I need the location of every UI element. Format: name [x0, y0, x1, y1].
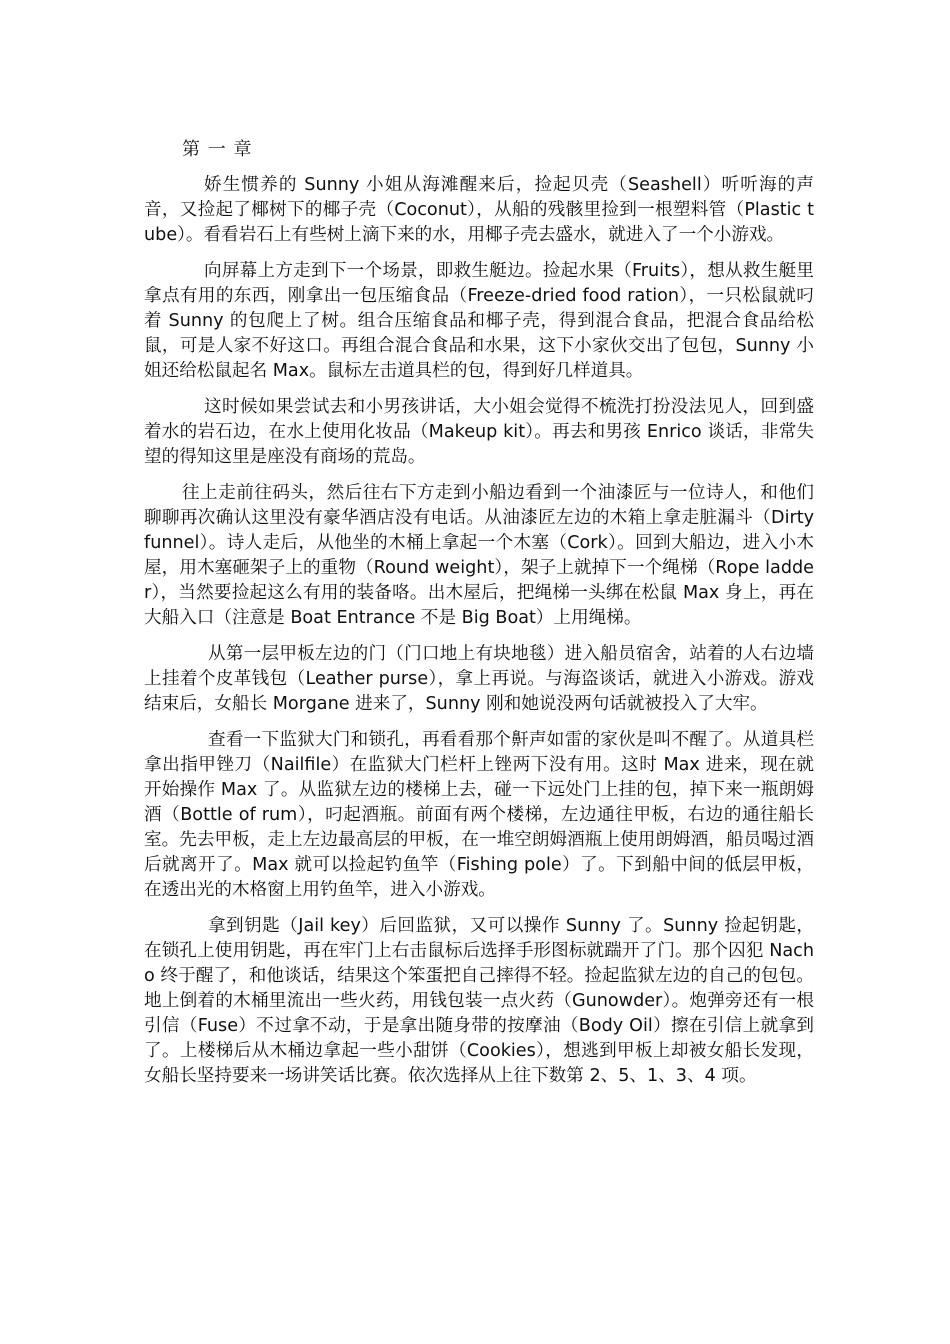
paragraph-1: 娇生惯养的 Sunny 小姐从海滩醒来后，捡起贝壳（Seashell）听听海的声音，又捡起了椰树下的椰子壳（Coconut），从船的残骸里捡到一根塑料管（Plastic tube）。看看岩石上有些树上滴下来的水，用椰子壳去盛水，就进入了一个小游戏。: [144, 175, 814, 245]
paragraph-5: 从第一层甲板左边的门（门口地上有块地毯）进入船员宿舍，站着的人右边墙上挂着个皮革钱包（Leather purse），拿上再说。与海盗谈话，就进入小游戏。游戏结束后，女船长 Morgane 进来了，Sunny 刚和她说没两句话就被投入了大牢。: [144, 644, 814, 714]
chapter-title: 第 一 章: [182, 139, 253, 160]
paragraph-4: 往上走前往码头，然后往右下方走到小船边看到一个油漆匠与一位诗人，和他们聊聊再次确认这里没有豪华酒店没有电话。从油漆匠左边的木箱上拿走脏漏斗（Dirty funnel）。诗人走后，从他坐的木桶上拿起一个木塞（Cork）。回到大船边，进入小木屋，用木塞砸架子上的重物（Round weight），架子上就掉下一个绳梯（Rope ladder），当然要捡起这么有用的装备咯。出木屋后，把绳梯一头绑在松鼠 Max 身上，再在大船入口（注意是 Boat Entrance 不是 Big Boat）上用绳梯。: [144, 483, 814, 628]
paragraph-2: 向屏幕上方走到下一个场景，即救生艇边。捡起水果（Fruits），想从救生艇里拿点有用的东西，刚拿出一包压缩食品（Freeze-dried food ration），一只松鼠就叼着 Sunny 的包爬上了树。组合压缩食品和椰子壳，得到混合食品，把混合食品给松鼠，可是人家不好这口。再组合混合食品和水果，这下小家伙交出了包包，Sunny 小姐还给松鼠起名 Max。鼠标左击道具栏的包，得到好几样道具。: [144, 261, 814, 381]
paragraph-7: 拿到钥匙（Jail key）后回监狱，又可以操作 Sunny 了。Sunny 捡起钥匙，在锁孔上使用钥匙，再在牢门上右击鼠标后选择手形图标就踹开了门。那个囚犯 Nacho 终于醒了，和他谈话，结果这个笨蛋把自己摔得不轻。捡起监狱左边的自己的包包。地上倒着的木桶里流出一些火药，用钱包装一点火药（Gunowder）。炮弹旁还有一根引信（Fuse）不过拿不动，于是拿出随身带的按摩油（Body Oil）擦在引信上就拿到了。上楼梯后从木桶边拿起一些小甜饼（Cookies），想逃到甲板上却被女船长发现，女船长坚持要来一场讲笑话比赛。依次选择从上往下数第 2、5、1、3、4 项。: [144, 916, 814, 1086]
paragraph-3: 这时候如果尝试去和小男孩讲话，大小姐会觉得不梳洗打扮没法见人，回到盛着水的岩石边，在水上使用化妆品（Makeup kit）。再去和男孩 Enrico 谈话，非常失望的得知这里是座没有商场的荒岛。: [144, 397, 814, 467]
paragraph-6: 查看一下监狱大门和锁孔，再看看那个鼾声如雷的家伙是叫不醒了。从道具栏拿出指甲锉刀（Nailfile）在监狱大门栏杆上锉两下没有用。这时 Max 进来，现在就开始操作 Max 了。从监狱左边的楼梯上去，碰一下远处门上挂的包，掉下来一瓶朗姆酒（Bottle of rum），叼起酒瓶。前面有两个楼梯，左边通往甲板，右边的通往船长室。先去甲板，走上左边最高层的甲板，在一堆空朗姆酒瓶上使用朗姆酒，船员喝过酒后就离开了。Max 就可以捡起钓鱼竿（Fishing pole）了。下到船中间的低层甲板，在透出光的木格窗上用钓鱼竿，进入小游戏。: [144, 730, 814, 900]
document-body: [144, 137, 814, 1100]
